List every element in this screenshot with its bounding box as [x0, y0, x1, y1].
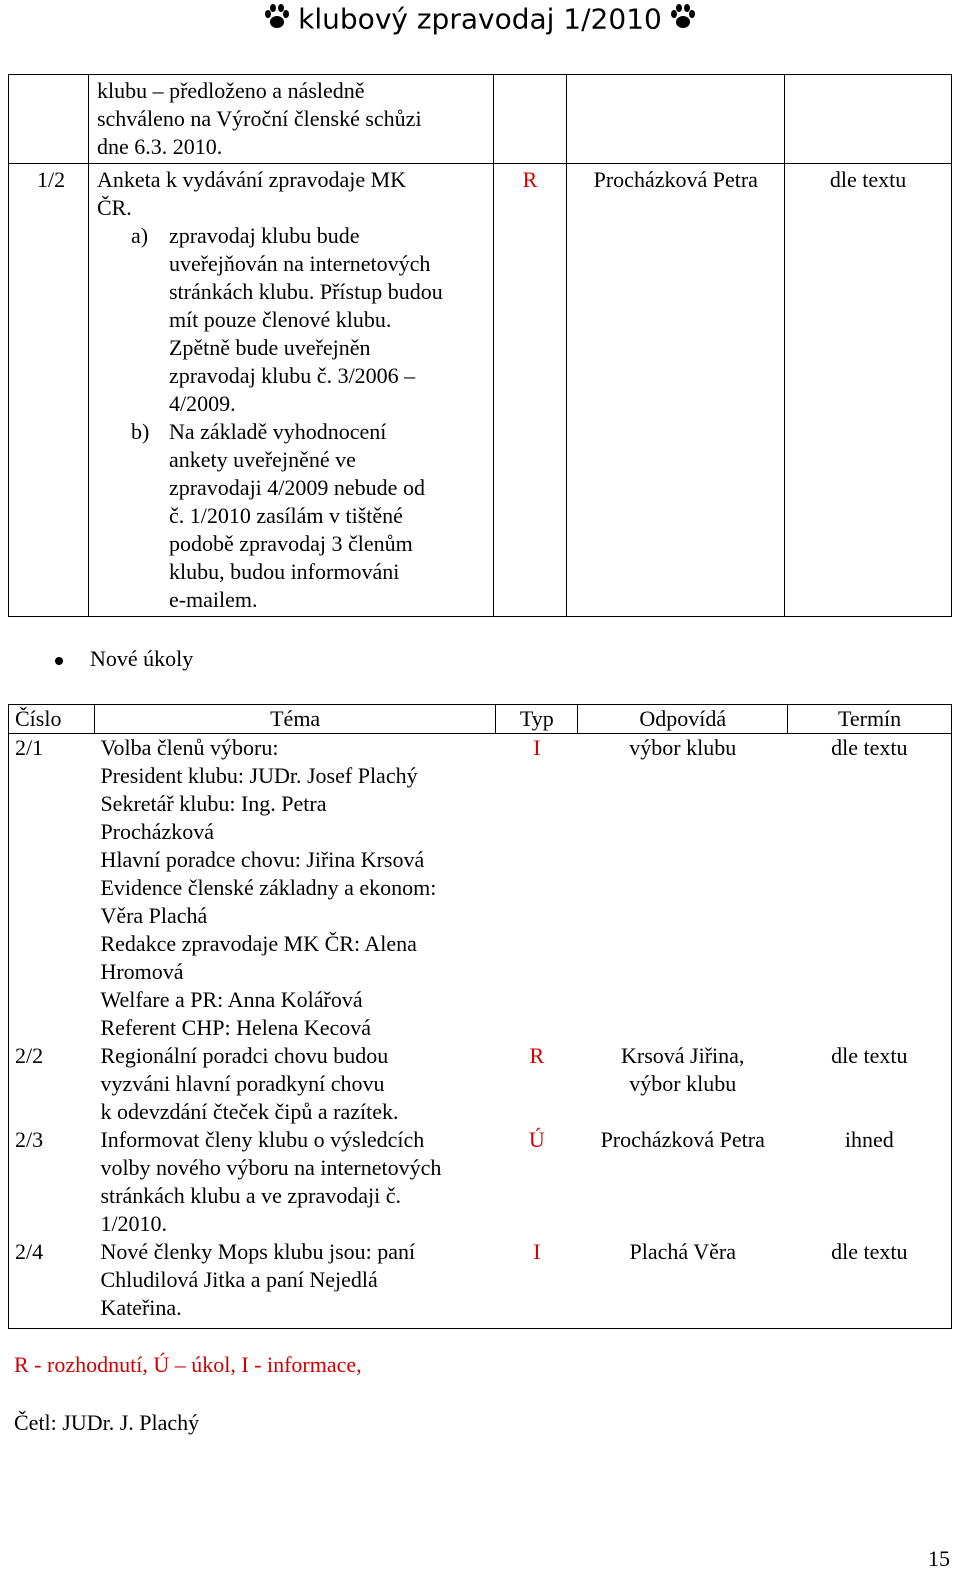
text-line: klubu – předloženo a následně	[96, 78, 365, 103]
deadline-cell: dle textu	[788, 1042, 952, 1126]
deadline-cell: dle textu	[785, 164, 952, 617]
text-line: Anketa k vydávání zpravodaje MK	[96, 167, 407, 192]
text-line: Krsová Jiřina,	[621, 1043, 745, 1068]
deadline-cell: ihned	[788, 1126, 952, 1238]
deadline-cell	[785, 75, 952, 164]
text-line: e-mailem.	[168, 587, 258, 612]
text-line: Evidence členské základny a ekonom:	[100, 875, 437, 900]
bullet-icon	[55, 657, 63, 665]
text-line: schváleno na Výroční členské schůzi	[96, 106, 422, 131]
type-cell: Ú	[528, 1127, 545, 1152]
tasks-table-new	[8, 704, 952, 1329]
number-cell: 2/2	[9, 1042, 95, 1126]
text-line: Kateřina.	[100, 1295, 182, 1320]
text-line: výbor klubu	[629, 1071, 737, 1096]
number-cell: 2/1	[9, 734, 95, 1043]
text-line: Věra Plachá	[100, 903, 208, 928]
tasks-table-previous	[8, 74, 952, 617]
topic-cell	[88, 75, 493, 164]
responsible-cell	[567, 75, 785, 164]
text-line: vyzváni hlavní poradkyní chovu	[100, 1071, 385, 1096]
topic-cell	[88, 164, 493, 617]
responsible-cell	[578, 1042, 788, 1126]
text-line: ČR.	[96, 195, 132, 220]
text-line: ankety uveřejněné ve	[168, 447, 356, 472]
table-header-row	[9, 705, 952, 734]
responsible-cell	[578, 1238, 788, 1329]
text-line: 4/2009.	[168, 391, 236, 416]
type-cell: I	[533, 735, 541, 760]
text-line: č. 1/2010 zasílám v tištěné	[168, 503, 403, 528]
topic-cell	[94, 734, 495, 1043]
page-number: 15	[928, 1546, 950, 1571]
type-cell: I	[496, 1238, 578, 1329]
topic-cell	[94, 1042, 495, 1126]
text-line: Hlavní poradce chovu: Jiřina Krsová	[100, 847, 425, 872]
table-row	[9, 1042, 952, 1126]
text-line: Procházková	[100, 819, 215, 844]
text-line: Chludilová Jitka a paní Nejedlá	[100, 1267, 378, 1292]
text-line: Hromová	[100, 959, 184, 984]
column-header: Termín	[788, 705, 952, 734]
text-line: President klubu: JUDr. Josef Plachý	[100, 763, 418, 788]
text-line: klubu, budou informováni	[168, 559, 400, 584]
text-line: Na základě vyhodnocení	[168, 419, 387, 444]
table-row	[9, 1126, 952, 1238]
paw-icon	[262, 2, 292, 39]
type-cell	[493, 75, 567, 164]
paw-icon	[668, 2, 698, 39]
section-heading	[55, 646, 193, 672]
text-line: Welfare a PR: Anna Kolářová	[100, 987, 363, 1012]
text-line: 1/2010.	[100, 1211, 168, 1236]
section-title: Nové úkoly	[90, 646, 194, 671]
text-line: Sekretář klubu: Ing. Petra	[100, 791, 327, 816]
text-line: stránkách klubu a ve zpravodaji č.	[100, 1183, 401, 1208]
number-cell: 1/2	[9, 164, 89, 617]
table-row	[9, 1238, 952, 1329]
type-legend: R - rozhodnutí, Ú – úkol, I - informace,	[14, 1352, 362, 1377]
column-header: Typ	[496, 705, 578, 734]
text-line: Redakce zpravodaje MK ČR: Alena	[100, 931, 417, 956]
text-line: Informovat členy klubu o výsledcích	[100, 1127, 425, 1152]
type-cell: R	[529, 1043, 545, 1068]
number-cell	[9, 75, 89, 164]
text-line: stránkách klubu. Přístup budou	[168, 279, 443, 304]
type-cell: R	[493, 164, 567, 617]
page-header	[0, 2, 960, 39]
responsible-cell	[578, 734, 788, 1043]
column-header: Odpovídá	[578, 705, 788, 734]
topic-cell	[94, 1126, 495, 1238]
text-line: Procházková Petra	[600, 1127, 765, 1152]
text-line: zpravodaj klubu č. 3/2006 –	[168, 363, 416, 388]
text-line: Plachá Věra	[629, 1239, 736, 1264]
number-cell: 2/4	[9, 1238, 95, 1329]
text-line: uveřejňován na internetových	[168, 251, 431, 276]
list-item	[131, 222, 485, 418]
header-title: klubový zpravodaj 1/2010	[298, 2, 662, 36]
text-line: volby nového výboru na internetových	[100, 1155, 442, 1180]
text-line: Volba členů výboru:	[100, 735, 279, 760]
reader-signature: Četl: JUDr. J. Plachý	[14, 1410, 200, 1435]
list-item	[131, 418, 485, 614]
text-line: zpravodaj klubu bude	[168, 223, 360, 248]
topic-cell	[94, 1238, 495, 1329]
text-line: Nové členky Mops klubu jsou: paní	[100, 1239, 416, 1264]
responsible-cell	[578, 1126, 788, 1238]
text-line: Referent CHP: Helena Kecová	[100, 1015, 372, 1040]
number-cell: 2/3	[9, 1126, 95, 1238]
table-row	[9, 164, 952, 617]
text-line: dne 6.3. 2010.	[96, 134, 223, 159]
text-line: zpravodaji 4/2009 nebude od	[168, 475, 425, 500]
column-header: Téma	[94, 705, 495, 734]
item-label: a)	[130, 223, 149, 248]
text-line: Regionální poradci chovu budou	[100, 1043, 389, 1068]
text-line: Zpětně bude uveřejněn	[168, 335, 371, 360]
text-line: podobě zpravodaj 3 členům	[168, 531, 413, 556]
text-line: výbor klubu	[629, 735, 737, 760]
deadline-cell: dle textu	[788, 734, 952, 1043]
text-line: k odevzdání čteček čipů a razítek.	[100, 1099, 399, 1124]
deadline-cell: dle textu	[788, 1238, 952, 1329]
column-header: Číslo	[9, 705, 95, 734]
text-line: mít pouze členové klubu.	[168, 307, 392, 332]
responsible-cell: Procházková Petra	[567, 164, 785, 617]
item-label: b)	[130, 419, 150, 444]
table-row	[9, 75, 952, 164]
table-row	[9, 734, 952, 1043]
